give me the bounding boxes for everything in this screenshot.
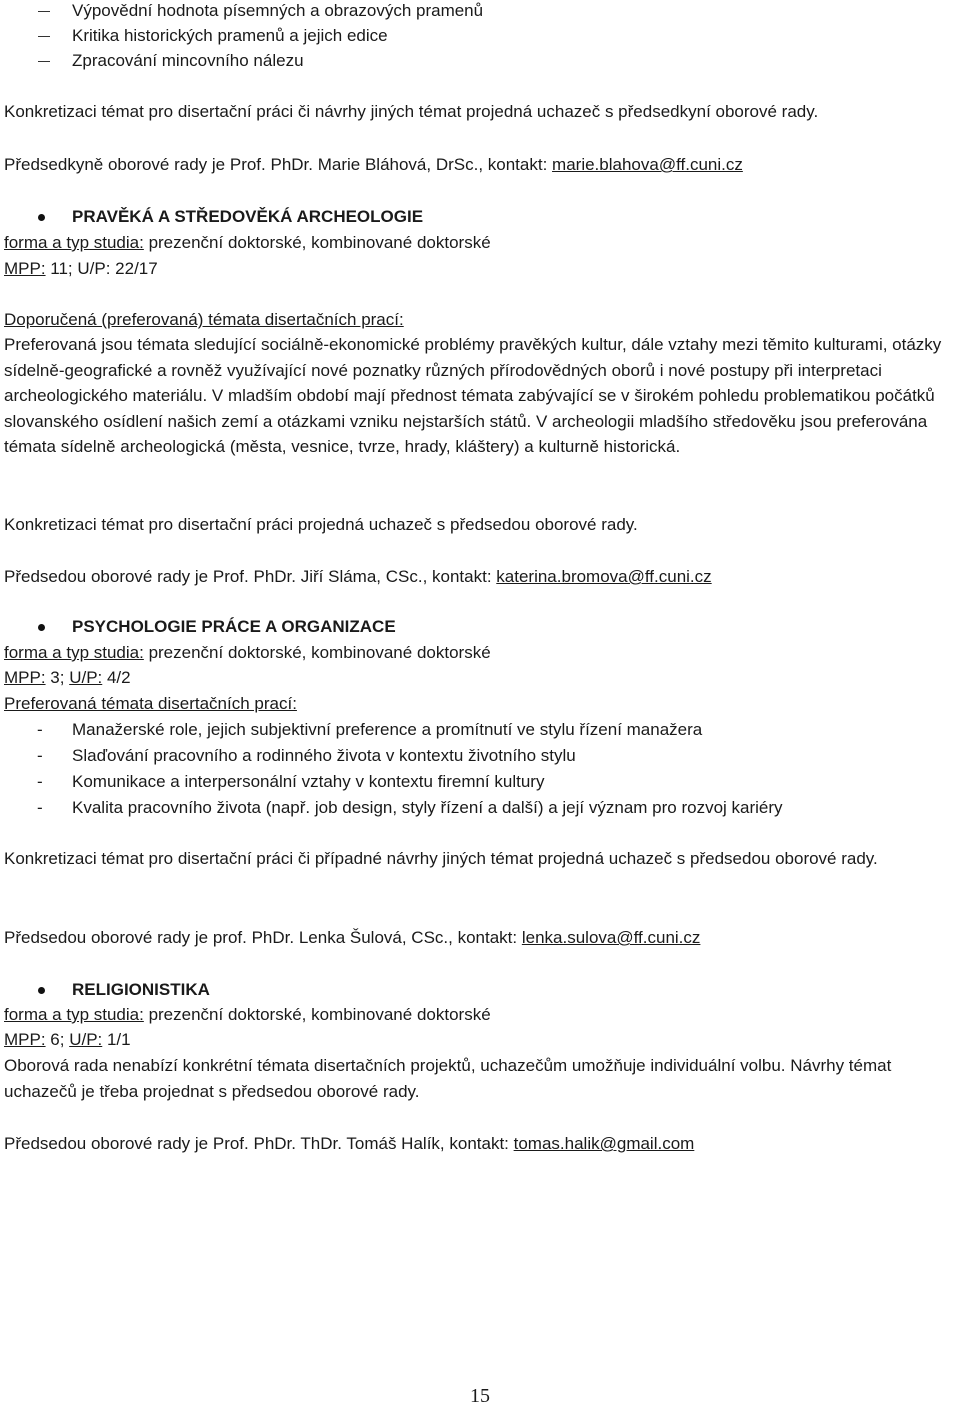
study-form-line	[4, 1004, 491, 1026]
email-link[interactable]: lenka.sulova@ff.cuni.cz	[521, 928, 701, 947]
chair-line	[4, 566, 712, 588]
study-form-value: prezenční doktorské, kombinované doktorské	[143, 1005, 491, 1024]
mpp-label: MPP:	[4, 259, 46, 278]
section-note: Konkretizaci témat pro disertační práci či případné návrhy jiných témat projedná uchazeč s předsedou oborové rady.	[4, 849, 878, 868]
bullet-icon	[38, 214, 45, 221]
topics-paragraph: Oborová rada nenabízí konkrétní témata disertačních projektů, uchazečům umožňuje individuální volbu. Návrhy témat uchazečů je třeba projednat s předsedou oborové rady.	[4, 1056, 892, 1101]
mpp-value: 11; U/P: 22/17	[45, 259, 158, 278]
section-title: RELIGIONISTIKA	[72, 980, 210, 999]
mpp-label: MPP:	[4, 1030, 46, 1049]
chair-line	[4, 927, 700, 949]
mpp-value: 3;	[45, 668, 70, 687]
chair-text: Předsedou oborové rady je Prof. PhDr. Jiří Sláma, CSc., kontakt:	[4, 567, 497, 586]
mpp-label: MPP:	[4, 668, 46, 687]
dash-bullet	[38, 11, 50, 12]
dash-bullet	[38, 61, 50, 62]
hyphen-bullet: -	[37, 746, 43, 765]
list-item-text: Komunikace a interpersonální vztahy v kontextu firemní kultury	[72, 772, 545, 791]
chair-line	[4, 1133, 694, 1155]
up-label: U/P:	[69, 668, 103, 687]
mpp-line	[4, 667, 131, 689]
email-link[interactable]: marie.blahova@ff.cuni.cz	[552, 155, 743, 174]
list-item-text: Výpovědní hodnota písemných a obrazových pramenů	[72, 1, 484, 20]
list-item-text: Zpracování mincovního nálezu	[72, 51, 304, 70]
study-form-line	[4, 642, 491, 664]
hyphen-bullet: -	[37, 798, 43, 817]
topics-label	[4, 309, 404, 331]
study-form-label: forma a typ studia:	[4, 1005, 144, 1024]
page-number: 15	[470, 1385, 490, 1407]
topics-label	[4, 693, 297, 715]
bullet-icon	[38, 987, 45, 994]
section-note: Konkretizaci témat pro disertační práci projedná uchazeč s předsedou oborové rady.	[4, 515, 638, 534]
chair-text: Předsedou oborové rady je prof. PhDr. Lenka Šulová, CSc., kontakt:	[4, 928, 522, 947]
study-form-line	[4, 232, 491, 254]
study-form-value: prezenční doktorské, kombinované doktorské	[143, 233, 491, 252]
mpp-line	[4, 258, 158, 280]
bullet-icon	[38, 624, 45, 631]
up-label: U/P:	[69, 1030, 103, 1049]
hyphen-bullet: -	[37, 720, 43, 739]
study-form-value: prezenční doktorské, kombinované doktorské	[143, 643, 491, 662]
chair-text: Předsedkyně oborové rady je Prof. PhDr. Marie Bláhová, DrSc., kontakt:	[4, 155, 553, 174]
up-value: 4/2	[102, 668, 131, 687]
top-note: Konkretizaci témat pro disertační práci či návrhy jiných témat projedná uchazeč s předsedkyní oborové rady.	[4, 102, 819, 121]
mpp-line	[4, 1029, 131, 1051]
hyphen-bullet: -	[37, 772, 43, 791]
topics-paragraph: Preferovaná jsou témata sledující sociálně-ekonomické problémy pravěkých kultur, dále vztahy mezi těmito kulturami, otázky sídelně-geografické a rovněž využívající nové poznatky různých přírodovědných oborů i nové postupy při interpretaci archeologického materiálu. V mladším období mají přednost témata zabývající se v širokém pohledu problematikou počátků slovanského osídlení našich zemí a otázkami vzniku nejstarších států. V archeologii mladšího středověku jsou preferována témata sídelně archeologická (města, vesnice, tvrze, hrady, kláštery) a kulturně historická.	[4, 335, 942, 456]
dash-bullet	[38, 36, 50, 37]
chair-text: Předsedou oborové rady je Prof. PhDr. ThDr. Tomáš Halík, kontakt:	[4, 1134, 514, 1153]
section-title: PRAVĚKÁ A STŘEDOVĚKÁ ARCHEOLOGIE	[72, 207, 424, 226]
study-form-label: forma a typ studia:	[4, 233, 144, 252]
mpp-value: 6;	[45, 1030, 70, 1049]
topics-label-text: Doporučená (preferovaná) témata disertačních prací:	[4, 310, 404, 329]
list-item-text: Kvalita pracovního života (např. job design, styly řízení a další) a její význam pro rozvoj kariéry	[72, 798, 783, 817]
top-chair-line	[4, 154, 743, 176]
email-link[interactable]: katerina.bromova@ff.cuni.cz	[496, 567, 712, 586]
study-form-label: forma a typ studia:	[4, 643, 144, 662]
list-item-text: Slaďování pracovního a rodinného života v kontextu životního stylu	[72, 746, 576, 765]
section-title: PSYCHOLOGIE PRÁCE A ORGANIZACE	[72, 617, 396, 636]
up-value: 1/1	[102, 1030, 131, 1049]
email-link[interactable]: tomas.halik@gmail.com	[513, 1134, 695, 1153]
topics-label-text: Preferovaná témata disertačních prací:	[4, 694, 297, 713]
list-item-text: Kritika historických pramenů a jejich edice	[72, 26, 388, 45]
list-item-text: Manažerské role, jejich subjektivní preference a promítnutí ve stylu řízení manažera	[72, 720, 703, 739]
